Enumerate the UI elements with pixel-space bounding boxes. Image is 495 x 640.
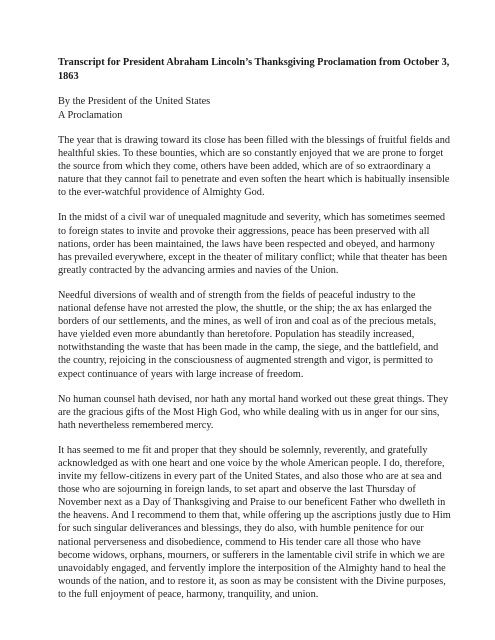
header-line-president: By the President of the United States [58,96,211,107]
paragraph-2: In the midst of a civil war of unequaled magnitude and severity, which has sometimes seemed to foreign states to invite and provoke their aggressions, peace has been preserved with all nations, order has been maintained, the laws have been respected and obeyed, and harmony has prevailed everywhere, except in the theater of military conflict; while that theater has been greatly contracted by the advancing armies and navies of the Union. [58,212,448,276]
paragraph-4: No human counsel hath devised, nor hath any mortal hand worked out these great things. They are the gracious gifts of the Most High God, who while dealing with us in anger for our sins, hath nevertheless remembered mercy. [58,393,449,431]
paragraph-5: It has seemed to me fit and proper that they should be solemnly, reverently, and gratefully acknowledged as with one heart and one voice by the whole American people. I do, therefore, invite my fellow-citizens in every part of the United States, and also those who are at sea and those who are sojourning in foreign lands, to set apart and observe the last Thursday of November next as a Day of Thanksgiving and Praise to our beneficent Father who dwelleth in the heavens. And I recommend to them that, while offering up the ascriptions justly due to Him for such singular deliverances and blessings, they do also, with humble penitence for our national perverseness and disobedience, commend to His tender care all those who have become widows, orphans, mourners, or sufferers in the lamentable civil strife in which we are unavoidably engaged, and fervently implore the interposition of the Almighty hand to heal the wounds of the nation, and to restore it, as soon as may be consistent with the Divine purposes, to the full enjoyment of peace, harmony, tranquility, and union. [58,444,451,600]
header-line-proclamation: A Proclamation [58,109,123,121]
proclamation-header [58,95,451,122]
document-title: Transcript for President Abraham Lincoln’s Thanksgiving Proclamation from October 3, 1863 [58,57,450,82]
paragraph-3: Needful diversions of wealth and of strength from the fields of peaceful industry to the national defense have not arrested the plow, the shuttle, or the ship; the ax has enlarged the borders of our settlements, and the mines, as well of iron and coal as of the precious metals, have yielded even more abundantly than heretofore. Population has steadily increased, notwithstanding the waste that has been made in the camp, the siege, and the battlefield, and the country, rejoicing in the consciousness of augmented strength and vigor, is permitted to expect continuance of years with large increase of freedom. [58,289,439,380]
paragraph-1: The year that is drawing toward its close has been filled with the blessings of fruitful fields and healthful skies. To these bounties, which are so constantly enjoyed that we are prone to forget the source from which they come, others have been added, which are of so extraordinary a nature that they cannot fail to penetrate and even soften the heart which is habitually insensible to the ever-watchful providence of Almighty God. [58,135,451,199]
